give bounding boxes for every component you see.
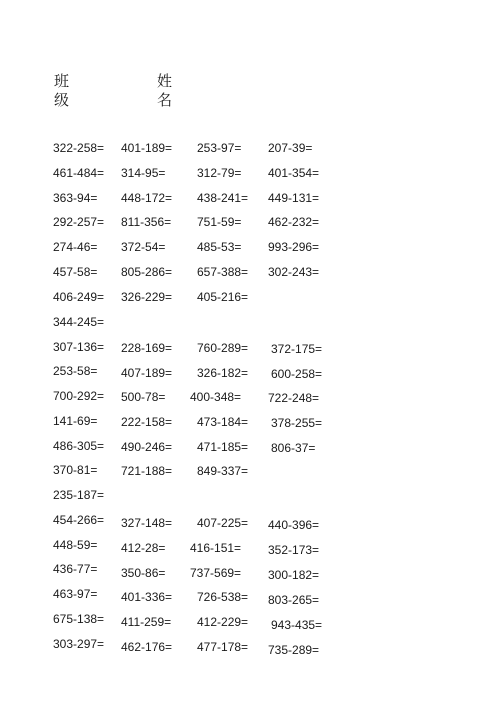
- class-label-char-2: 级: [54, 91, 70, 109]
- problem: 438-241=: [197, 191, 249, 205]
- problem: 485-53=: [197, 240, 242, 254]
- problem: 993-296=: [268, 240, 320, 254]
- problem: 806-37=: [271, 441, 316, 455]
- problem: 400-348=: [190, 390, 242, 404]
- problem: 300-182=: [268, 568, 320, 582]
- problem: 440-396=: [268, 518, 320, 532]
- problem: 811-356=: [121, 215, 172, 229]
- problem: 486-305=: [53, 439, 105, 453]
- problem: 326-229=: [121, 290, 173, 304]
- problem: 292-257=: [53, 215, 105, 229]
- problem: 803-265=: [268, 593, 320, 607]
- problem: 490-246=: [121, 440, 173, 454]
- class-label: [54, 72, 74, 110]
- problem: 457-58=: [53, 265, 98, 279]
- problem: 675-138=: [53, 612, 105, 626]
- problem: 449-131=: [268, 191, 320, 205]
- problem: 737-569=: [190, 566, 242, 580]
- problem: 401-354=: [268, 166, 320, 180]
- problem: 416-151=: [190, 541, 242, 555]
- problem: 760-289=: [197, 341, 249, 355]
- problem: 407-189=: [121, 366, 173, 380]
- problem: 307-136=: [53, 340, 105, 354]
- problem: 721-188=: [121, 464, 173, 478]
- problem: 722-248=: [268, 391, 320, 405]
- problem: 352-173=: [268, 543, 320, 557]
- problem: 805-286=: [121, 265, 173, 279]
- problem: 412-229=: [197, 615, 249, 629]
- problem: 405-216=: [197, 290, 249, 304]
- problem: 735-289=: [268, 643, 320, 657]
- problem: 322-258=: [53, 141, 105, 155]
- problem: 461-484=: [53, 166, 105, 180]
- problem: 477-178=: [197, 640, 249, 654]
- problem: 436-77=: [53, 562, 98, 576]
- problem: 726-538=: [197, 590, 249, 604]
- name-label: [157, 72, 177, 110]
- problem: 412-28=: [121, 541, 166, 555]
- problem: 302-243=: [268, 265, 320, 279]
- problem: 471-185=: [197, 440, 249, 454]
- problem: 448-172=: [121, 191, 173, 205]
- problem: 350-86=: [121, 566, 166, 580]
- problem: 448-59=: [53, 538, 98, 552]
- problem: 372-175=: [271, 342, 323, 356]
- problem: 327-148=: [121, 516, 173, 530]
- problem: 222-158=: [121, 415, 173, 429]
- problem: 700-292=: [53, 389, 105, 403]
- problem: 751-59=: [197, 215, 242, 229]
- problem: 253-58=: [53, 364, 98, 378]
- problem: 314-95=: [121, 166, 166, 180]
- name-label-char-2: 名: [157, 91, 173, 109]
- problem: 370-81=: [53, 463, 98, 477]
- problem: 411-259=: [121, 615, 172, 629]
- problem: 462-176=: [121, 640, 173, 654]
- problem: 253-97=: [197, 141, 242, 155]
- problem: 407-225=: [197, 516, 249, 530]
- problem: 500-78=: [121, 390, 166, 404]
- problem: 303-297=: [53, 637, 105, 651]
- problem: 235-187=: [53, 488, 105, 502]
- problem: 406-249=: [53, 290, 105, 304]
- problem: 312-79=: [197, 166, 242, 180]
- name-label-char-1: 姓: [157, 72, 173, 90]
- problem: 943-435=: [271, 618, 323, 632]
- problem: 378-255=: [271, 416, 323, 430]
- problem: 344-245=: [53, 315, 105, 329]
- problem: 372-54=: [121, 240, 166, 254]
- problem: 401-189=: [121, 141, 173, 155]
- problem: 600-258=: [271, 367, 323, 381]
- problem: 463-97=: [53, 587, 98, 601]
- problem: 401-336=: [121, 590, 173, 604]
- problem: 141-69=: [53, 414, 98, 428]
- problem: 462-232=: [268, 215, 320, 229]
- problem: 207-39=: [268, 141, 313, 155]
- problem: 849-337=: [197, 464, 249, 478]
- problem: 657-388=: [197, 265, 249, 279]
- problem: 228-169=: [121, 341, 173, 355]
- problem: 326-182=: [197, 366, 249, 380]
- class-label-char-1: 班: [54, 72, 70, 90]
- problem: 473-184=: [197, 415, 249, 429]
- problem: 363-94=: [53, 191, 98, 205]
- problem: 274-46=: [53, 240, 98, 254]
- problem: 454-266=: [53, 513, 105, 527]
